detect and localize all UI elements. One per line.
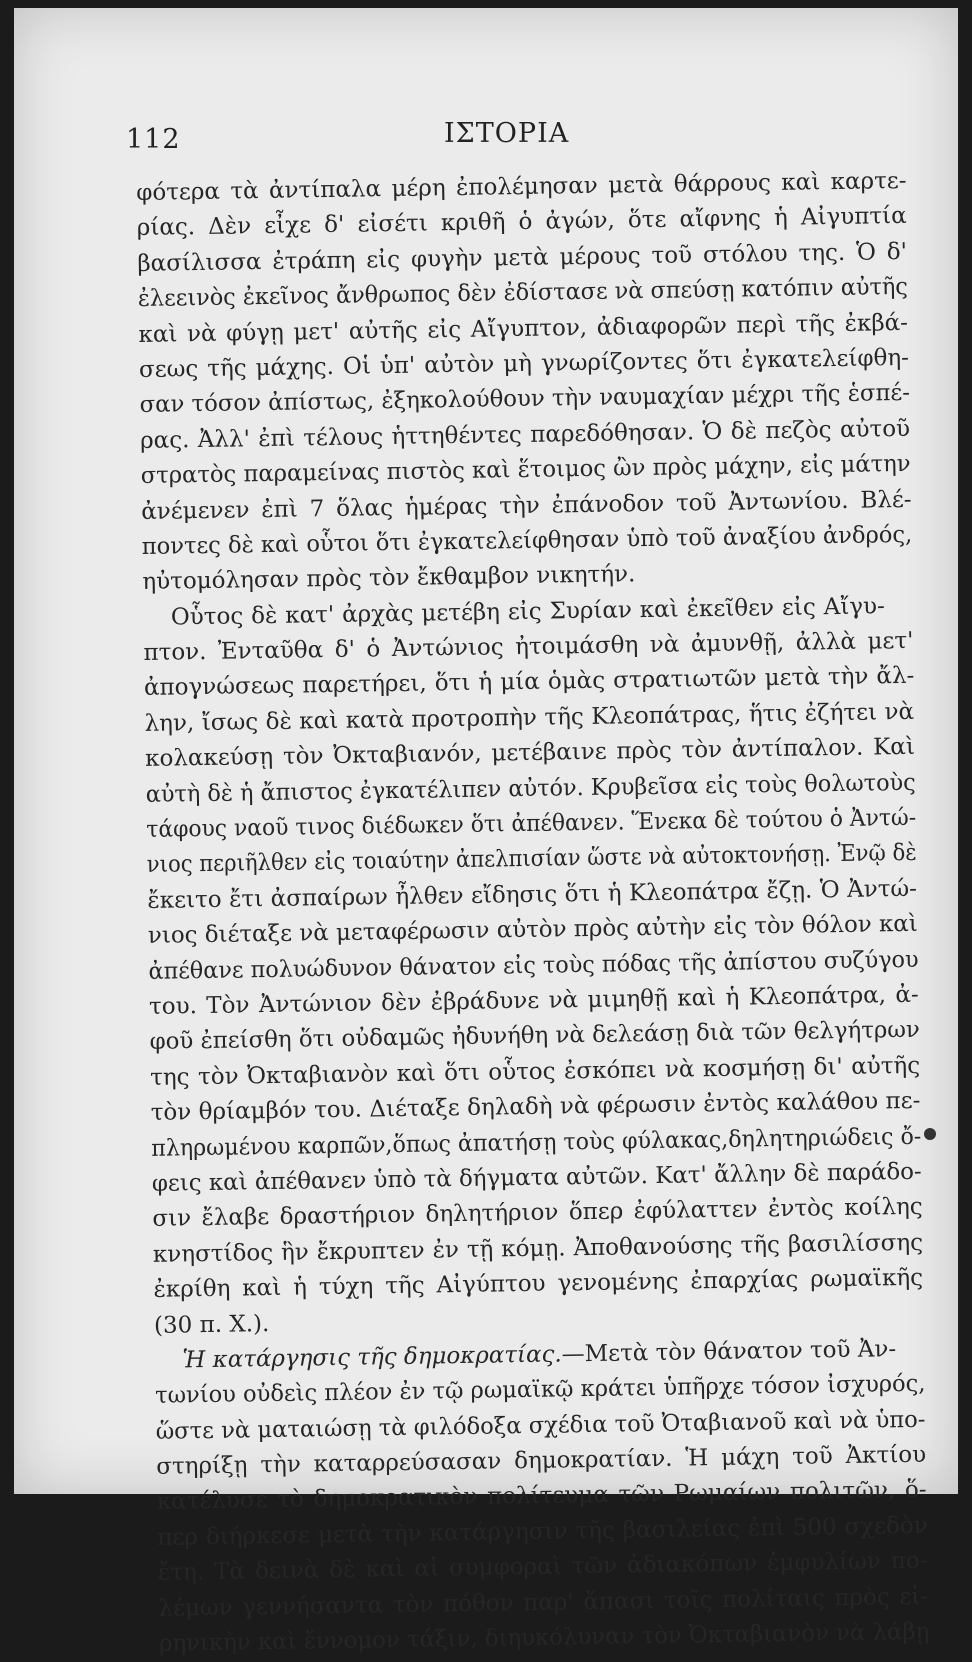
text-line: αὐτὴ δὲ ἡ ἄπιστος ἐγκατέλιπεν αὐτόν. Κρυβεῖσα εἰς τοὺς θολωτοὺς xyxy=(145,769,916,808)
text-line: τὸν θρίαμβόν του. Διέταξε δηλαδὴ νὰ φέρωσιν ἐντὸς καλάθου πε- xyxy=(150,1087,921,1127)
text-line: φεις καὶ ἀπέθανεν ὑπὸ τὰ δήγματα αὐτῶν. Κατ' ἄλλην δὲ παράδο- xyxy=(151,1158,922,1197)
text-line: ἔτη. Τὰ δεινὰ δὲ καὶ αἱ συμφοραὶ τῶν ἀδιακόπων ἐμφυλίων πο- xyxy=(157,1547,928,1587)
text-line: ηὐτομόλησαν πρὸς τὸν ἔκθαμβον νικητήν. xyxy=(142,561,636,596)
paragraph-2 xyxy=(143,589,925,1344)
paragraph-1 xyxy=(136,164,913,601)
text-line: ἀπογνώσεως παρετήρει, ὅτι ἡ μία ὁμὰς στρατιωτῶν μετὰ τὴν ἄλ- xyxy=(143,663,915,702)
text-line: στρατὸς παραμείνας πιστὸς καὶ ἕτοιμος ὢν πρὸς μάχην, εἰς μάτην xyxy=(140,450,911,490)
text-line: φοῦ ἐπείσθη ὅτι οὐδαμῶς ἠδυνήθη νὰ δελεάσῃ διὰ τῶν θελγήτρων xyxy=(149,1017,921,1056)
text-line: του. Τὸν Ἀντώνιον δὲν ἐβράδυνε νὰ μιμηθῇ καὶ ἡ Κλεοπάτρα, ἀ- xyxy=(148,981,919,1020)
section-heading: Ἡ κατάργησις τῆς δημοκρατίας. xyxy=(182,1341,562,1374)
text-line: ὥστε νὰ ματαιώσῃ τὰ φιλόδοξα σχέδια τοῦ Ὀταβιανοῦ καὶ νὰ ὑπο- xyxy=(155,1406,926,1445)
text-line: βασίλισσα ἐτράπη εἰς φυγὴν μετὰ μέρους τοῦ στόλου της. Ὁ δ' xyxy=(137,238,908,277)
text-line: λην, ἴσως δὲ καὶ κατὰ προτροπὴν τῆς Κλεοπάτρας, ἥτις ἐζήτει νὰ xyxy=(144,698,915,737)
text-line: ἀνέμενεν ἐπὶ 7 ὅλας ἡμέρας τὴν ἐπάνοδον τοῦ Ἀντωνίου. Βλέ- xyxy=(141,486,912,525)
text-line: νιος διέταξε νὰ μεταφέρωσιν αὐτὸν πρὸς αὐτὴν εἰς τὸν θόλον καὶ xyxy=(147,911,918,950)
body-text xyxy=(136,164,929,1662)
text-line: στηρίξῃ τὴν καταρρεύσασαν δημοκρατίαν. Ἡ μάχη τοῦ Ἀκτίου xyxy=(156,1441,927,1480)
text-line: σιν ἔλαβε δραστήριον δηλητήριον ὅπερ ἐφύλαττεν ἐντὸς κοίλης xyxy=(152,1194,923,1233)
text-line: Οὗτος δὲ κατ' ἀρχὰς μετέβη εἰς Συρίαν καὶ ἐκεῖθεν εἰς Αἴγυ- xyxy=(170,592,885,631)
text-line: ρίας. Δὲν εἶχε δ' εἰσέτι κριθῆ ὁ ἀγών, ὅτε αἴφνης ἡ Αἰγυπτία xyxy=(136,203,907,242)
text-line: κατέλυσε τὸ δημοκρατικὸν πολίτευμα τῶν Ρωμαίων πολιτῶν, ὅ- xyxy=(156,1477,927,1516)
text-line: τάφους ναοῦ τινος διέδωκεν ὅτι ἀπέθανεν. Ἕνεκα δὲ τούτου ὁ Ἀντώ- xyxy=(146,804,917,843)
page-number: 112 xyxy=(126,124,181,155)
text-line: λέμων γεννήσαντα τὸν πόθον παρ' ἅπασι τοῖς πολίταις πρὸς εἰ- xyxy=(158,1583,929,1622)
text-line: κολακεύσῃ τὸν Ὀκταβιανόν, μετέβαινε πρὸς τὸν ἀντίπαλον. Καὶ xyxy=(144,734,916,773)
running-head xyxy=(14,118,958,158)
text-line: σαν τόσον ἀπίστως, ἐξηκολούθουν τὴν ναυμαχίαν μέχρι τῆς ἑσπέ- xyxy=(139,380,911,419)
text-line: ἔκειτο ἔτι ἀσπαίρων ἦλθεν εἴδησις ὅτι ἡ Κλεοπάτρα ἔζῃ. Ὁ Ἀντώ- xyxy=(147,875,918,914)
text-line: περ διήρκεσε μετὰ τὴν κατάργησιν τῆς βασιλείας ἐπὶ 500 σχεδὸν xyxy=(157,1512,928,1551)
running-title: ΙΣΤΟΡΙΑ xyxy=(444,118,570,149)
text-line: της τὸν Ὀκταβιανὸν καὶ ὅτι οὗτος ἐσκόπει νὰ κοσμήσῃ δι' αὐτῆς xyxy=(149,1052,921,1091)
text-line: κνηστίδος ἣν ἔκρυπτεν ἐν τῇ κόμῃ. Ἀποθανούσης τῆς βασιλίσσης xyxy=(152,1229,924,1268)
text-line: πτον. Ἐνταῦθα δ' ὁ Ἀντώνιος ἠτοιμάσθη νὰ ἀμυνθῇ, ἀλλὰ μετ' xyxy=(143,627,914,667)
text-line: νιος περιῆλθεν εἰς τοιαύτην ἀπελπισίαν ὥστε νὰ αὐτοκτονήσῃ. Ἐνῷ δὲ xyxy=(146,840,917,879)
text-line: ρας. Ἀλλ' ἐπὶ τέλους ἡττηθέντες παρεδόθησαν. Ὁ δὲ πεζὸς αὐτοῦ xyxy=(139,415,911,454)
ink-dot xyxy=(924,1128,936,1140)
text-line: (30 π. Χ.). xyxy=(153,1310,270,1339)
text-line: ἐλεεινὸς ἐκεῖνος ἄνθρωπος δὲν ἐδίστασε νὰ σπεύσῃ κατόπιν αὐτῆς xyxy=(137,274,909,313)
text-line: ρηνικὴν καὶ ἔννομον τάξιν, διηυκόλυναν τὸν Ὀκταβιανὸν νὰ λάβῃ xyxy=(158,1618,930,1657)
text-line: σεως τῆς μάχης. Οἱ ὑπ' αὐτὸν μὴ γνωρίζοντες ὅτι ἐγκατελείφθη- xyxy=(138,344,910,383)
book-page xyxy=(14,8,958,1657)
text-line: φότερα τὰ ἀντίπαλα μέρη ἐπολέμησαν μετὰ θάρρους καὶ καρτε- xyxy=(136,167,907,206)
text-line: ποντες δὲ καὶ οὗτοι ὅτι ἐγκατελείφθησαν ὑπὸ τοῦ ἀναξίου ἀνδρός, xyxy=(141,521,913,560)
paragraph-3 xyxy=(154,1332,929,1662)
text-line: ἐκρίθη καὶ ἡ τύχη τῆς Αἰγύπτου γενομένης ἐπαρχίας ρωμαϊκῆς xyxy=(153,1264,924,1303)
text-line: ἀπέθανε πολυώδυνον θάνατον εἰς τοὺς πόδας τῆς ἀπίστου συζύγου xyxy=(148,946,919,985)
section-heading-continuation: —Μετὰ τὸν θάνατον τοῦ Ἀν- xyxy=(561,1336,897,1368)
text-line: τωνίου οὐδεὶς πλέον ἐν τῷ ρωμαϊκῷ κράτει ὑπῆρχε τόσον ἰσχυρός, xyxy=(154,1371,926,1410)
text-line: πληρωμένου καρπῶν,ὅπως ἀπατήσῃ τοὺς φύλακας,δηλητηριώδεις ὄ- xyxy=(151,1123,922,1162)
text-line: καὶ νὰ φύγῃ μετ' αὐτῆς εἰς Αἴγυπτον, ἀδιαφορῶν περὶ τῆς ἐκβά- xyxy=(138,309,909,348)
